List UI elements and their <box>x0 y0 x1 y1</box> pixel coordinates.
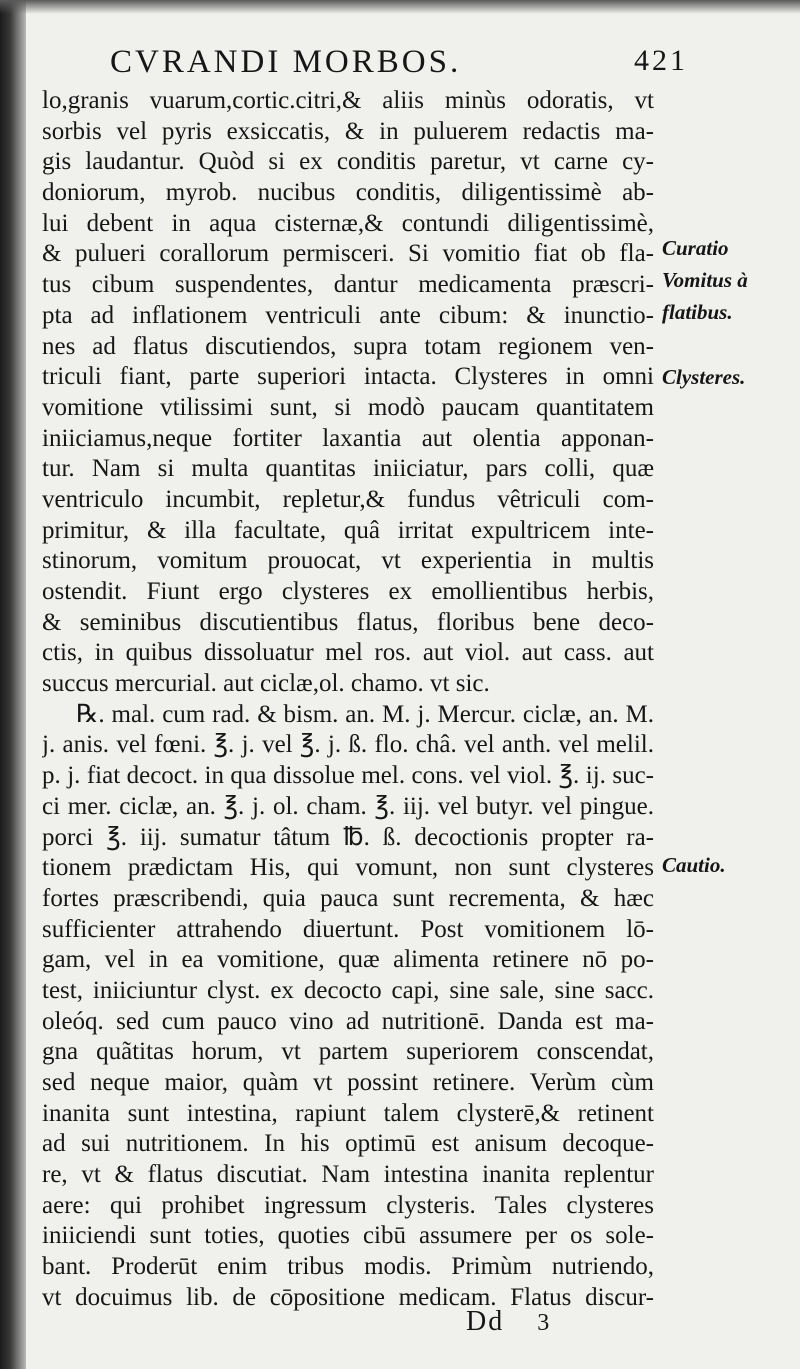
text-line: pta ad inflationem ventriculi ante cibum: & inunctio- <box>42 301 654 329</box>
marginal-note-flatibus: flatibus. <box>662 300 733 324</box>
text-line: tionem prædictam His, qui vomunt, non sunt clysteres <box>42 854 654 882</box>
text-line: aere: qui prohibet ingressum clysteris. Tales clysteres <box>42 1191 654 1219</box>
text-line: lui debent in aqua cisternæ,& contundi diligentissimè, <box>42 209 654 237</box>
marginal-note-cautio: Cautio. <box>662 853 726 877</box>
text-line: ostendit. Fiunt ergo clysteres ex emollientibus herbis, <box>42 578 654 605</box>
prescription-line: j. anis. vel fœni. ℥. j. vel ℥. j. ß. flo. châ. vel anth. vel melil. <box>42 731 654 759</box>
prescription-line: ci mer. ciclæ, an. ℥. j. ol. cham. ℥. iij. vel butyr. vel pingue. <box>42 792 654 820</box>
text-line: sorbis vel pyris exsiccatis, & in puluerem redactis ma- <box>42 117 654 145</box>
text-line: iniiciendi sunt toties, quoties cibū assumere per os sole- <box>42 1222 654 1250</box>
text-line: triculi fiant, parte superiori intacta. Clysteres in omni <box>42 363 654 391</box>
text-line: iniiciamus,neque fortiter laxantia aut olentia apponan- <box>42 424 654 452</box>
text-line: stinorum, vomitum prouocat, vt experientia in multis <box>42 547 654 575</box>
book-spine-shadow <box>0 0 26 1369</box>
marginal-note-vomitus: Vomitus à <box>662 268 748 292</box>
marginal-note-clysteres: Clysteres. <box>662 365 746 389</box>
signature-number: 3 <box>537 1310 550 1336</box>
running-title: CVRANDI MORBOS. <box>110 44 462 80</box>
text-line: primitur, & illa facultate, quâ irritat expultricem inte- <box>42 516 654 544</box>
text-line: sed neque maior, quàm vt possint retinere. Verùm cùm <box>42 1069 654 1096</box>
text-line: vt docuimus lib. de cōpositione medicam. Flatus discur- <box>42 1283 654 1311</box>
text-line: tus cibum suspendentes, dantur medicamenta præscri- <box>42 271 654 299</box>
text-line: inanita sunt intestina, rapiunt talem clysterē,& retinent <box>42 1099 654 1127</box>
text-line: fortes præscribendi, quia pauca sunt recrementa, & hæc <box>42 884 654 912</box>
signature-mark: Dd <box>466 1306 505 1337</box>
text-block <box>42 86 654 1314</box>
text-line: sufficienter attrahendo diuertunt. Post vomitionem lō- <box>42 915 654 943</box>
text-line: & pulueri corallorum permisceri. Si vomitio fiat ob fla- <box>42 240 654 268</box>
text-line: ventriculo incumbit, repletur,& fundus vêtriculi com- <box>42 485 654 513</box>
text-line: gam, vel in ea vomitione, quæ alimenta retinere nō po- <box>42 946 654 974</box>
text-line: lo,granis vuarum,cortic.citri,& aliis minùs odoratis, vt <box>42 87 654 114</box>
text-line: gna quãtitas horum, vt partem superiorem conscendat, <box>42 1038 654 1066</box>
text-line: & seminibus discutientibus flatus, floribus bene deco- <box>42 608 654 636</box>
text-line: ad sui nutritionem. In his optimū est anisum decoque- <box>42 1130 654 1158</box>
prescription-line: porci ℥. iij. sumatur tâtum ℔. ß. decoctionis propter ra- <box>42 823 654 851</box>
text-line: nes ad flatus discutiendos, supra totam regionem ven- <box>42 332 654 360</box>
page-number: 421 <box>634 44 688 77</box>
prescription-line: p. j. fiat decoct. in qua dissolue mel. cons. vel viol. ℥. ij. suc- <box>42 762 654 790</box>
prescription-line: ℞. mal. cum rad. & bism. an. M. j. Mercur. ciclæ, an. M. <box>76 700 654 728</box>
page-footer <box>466 1306 549 1338</box>
text-line: tur. Nam si multa quantitas iniiciatur, pars colli, quæ <box>42 455 654 483</box>
text-line: vomitione vtilissimi sunt, si modò paucam quantitatem <box>42 393 654 421</box>
text-line: gis laudantur. Quòd si ex conditis paretur, vt carne cy- <box>42 148 654 176</box>
text-line: test, iniiciuntur clyst. ex decocto capi, sine sale, sine sacc. <box>42 976 654 1004</box>
top-edge-shadow <box>0 0 800 14</box>
text-line: bant. Proderūt enim tribus modis. Primùm nutriendo, <box>42 1253 654 1281</box>
text-line: succus mercurial. aut ciclæ,ol. chamo. vt sic. <box>42 670 490 698</box>
text-line: oleóq. sed cum pauco vino ad nutritionē. Danda est ma- <box>42 1007 654 1035</box>
text-line: ctis, in quibus dissoluatur mel ros. aut viol. aut cass. aut <box>42 639 654 667</box>
text-line: re, vt & flatus discutiat. Nam intestina inanita replentur <box>42 1161 654 1189</box>
running-header <box>110 44 688 84</box>
marginal-note-curatio: Curatio <box>662 236 729 260</box>
text-line: doniorum, myrob. nucibus conditis, diligentissimè ab- <box>42 179 654 207</box>
